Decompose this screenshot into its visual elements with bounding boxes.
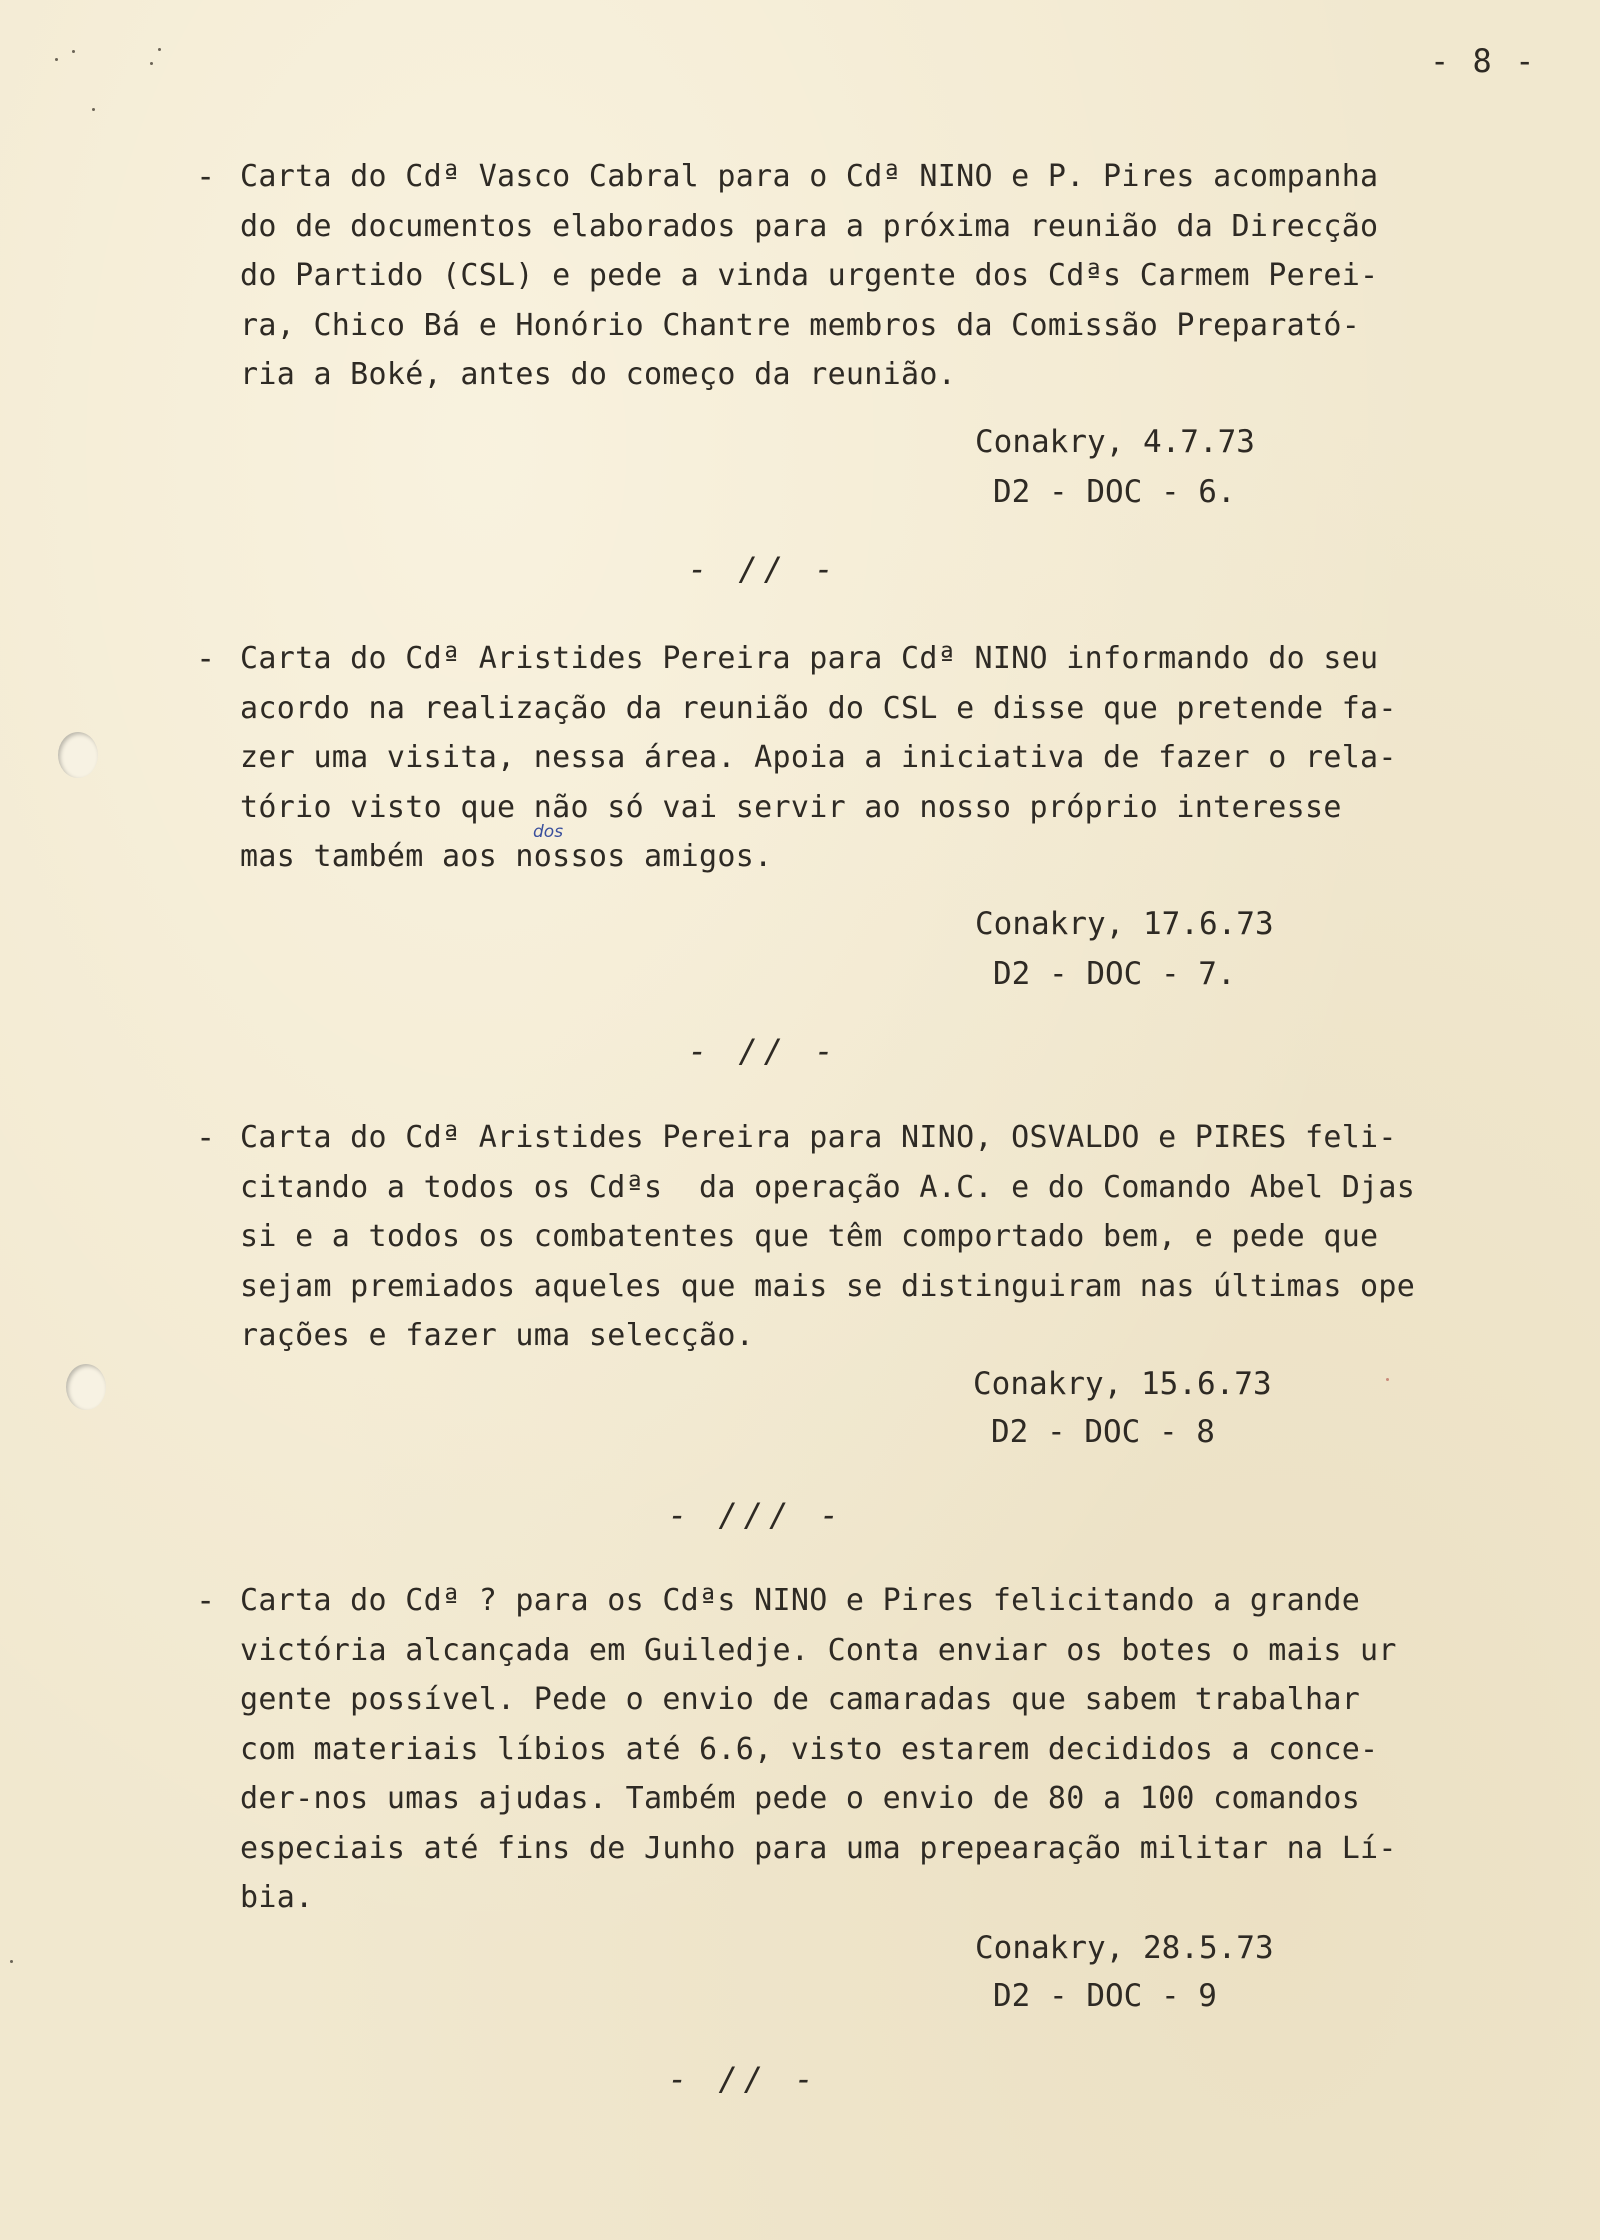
section-separator: - /// - (668, 1496, 845, 1534)
entry-dash: - (196, 1118, 216, 1156)
entry-place-date: Conakry, 17.6.73 (975, 906, 1274, 942)
section-separator: - // - (668, 2060, 820, 2098)
page-number: - 8 - (1430, 42, 1537, 80)
paper-speck (10, 1960, 13, 1963)
punch-hole (58, 732, 98, 778)
document-entry (196, 152, 1556, 400)
entry-place-date: Conakry, 4.7.73 (975, 424, 1255, 460)
section-separator: - // - (688, 550, 840, 588)
entry-dash: - (196, 639, 216, 677)
entry-doc-ref: D2 - DOC - 7. (993, 956, 1236, 992)
section-separator: - // - (688, 1032, 840, 1070)
entry-text: Carta do Cdª Vasco Cabral para o Cdª NINO e P. Pires acompanha do de documentos elaborados para a próxima reunião da Direcção do Partido (CSL) e pede a vinda urgente dos Cdªs Carmem Perei- ra, Chico Bá e Honório Chantre membros da Comissão Preparató- ria a Boké, antes do começo da reunião. (240, 159, 1379, 392)
entry-dash: - (196, 157, 216, 195)
entry-doc-ref: D2 - DOC - 6. (993, 474, 1236, 510)
entry-doc-ref: D2 - DOC - 8 (991, 1414, 1215, 1450)
document-entry (196, 1113, 1556, 1361)
entry-place-date: Conakry, 28.5.73 (975, 1930, 1274, 1966)
entry-text: Carta do Cdª Aristides Pereira para Cdª NINO informando do seu acordo na realização da reunião do CSL e disse que pretende fa- zer uma visita, nessa área. Apoia a iniciativa de fazer o rela- tório visto que não só vai servir ao nosso próprio interesse mas também aos nossos amigos. (240, 641, 1397, 874)
document-entry (196, 634, 1556, 882)
paper-speck (150, 62, 153, 65)
handwritten-annotation: dos (533, 822, 564, 842)
paper-speck (1386, 1378, 1389, 1381)
punch-hole (66, 1364, 106, 1410)
paper-speck (158, 48, 161, 51)
entry-text: Carta do Cdª ? para os Cdªs NINO e Pires felicitando a grande victória alcançada em Guiledje. Conta enviar os botes o mais ur gente possível. Pede o envio de camaradas que sabem trabalhar com materiais líbios até 6.6, visto estarem decididos a conce- der-nos umas ajudas. Também pede o envio de 80 a 100 comandos especiais até fins de Junho para uma prepearação militar na Lí- bia. (240, 1583, 1397, 1915)
paper-speck (72, 50, 75, 53)
paper-speck (92, 108, 95, 111)
entry-doc-ref: D2 - DOC - 9 (993, 1978, 1217, 2014)
paper-speck (55, 58, 58, 61)
entry-text: Carta do Cdª Aristides Pereira para NINO, OSVALDO e PIRES feli- citando a todos os Cdªs da operação A.C. e do Comando Abel Djas si e a todos os combatentes que têm comportado bem, e pede que sejam premiados aqueles que mais se distinguiram nas últimas ope rações e fazer uma selecção. (240, 1120, 1416, 1353)
document-entry (196, 1576, 1556, 1923)
entry-place-date: Conakry, 15.6.73 (973, 1366, 1272, 1402)
entry-dash: - (196, 1581, 216, 1619)
